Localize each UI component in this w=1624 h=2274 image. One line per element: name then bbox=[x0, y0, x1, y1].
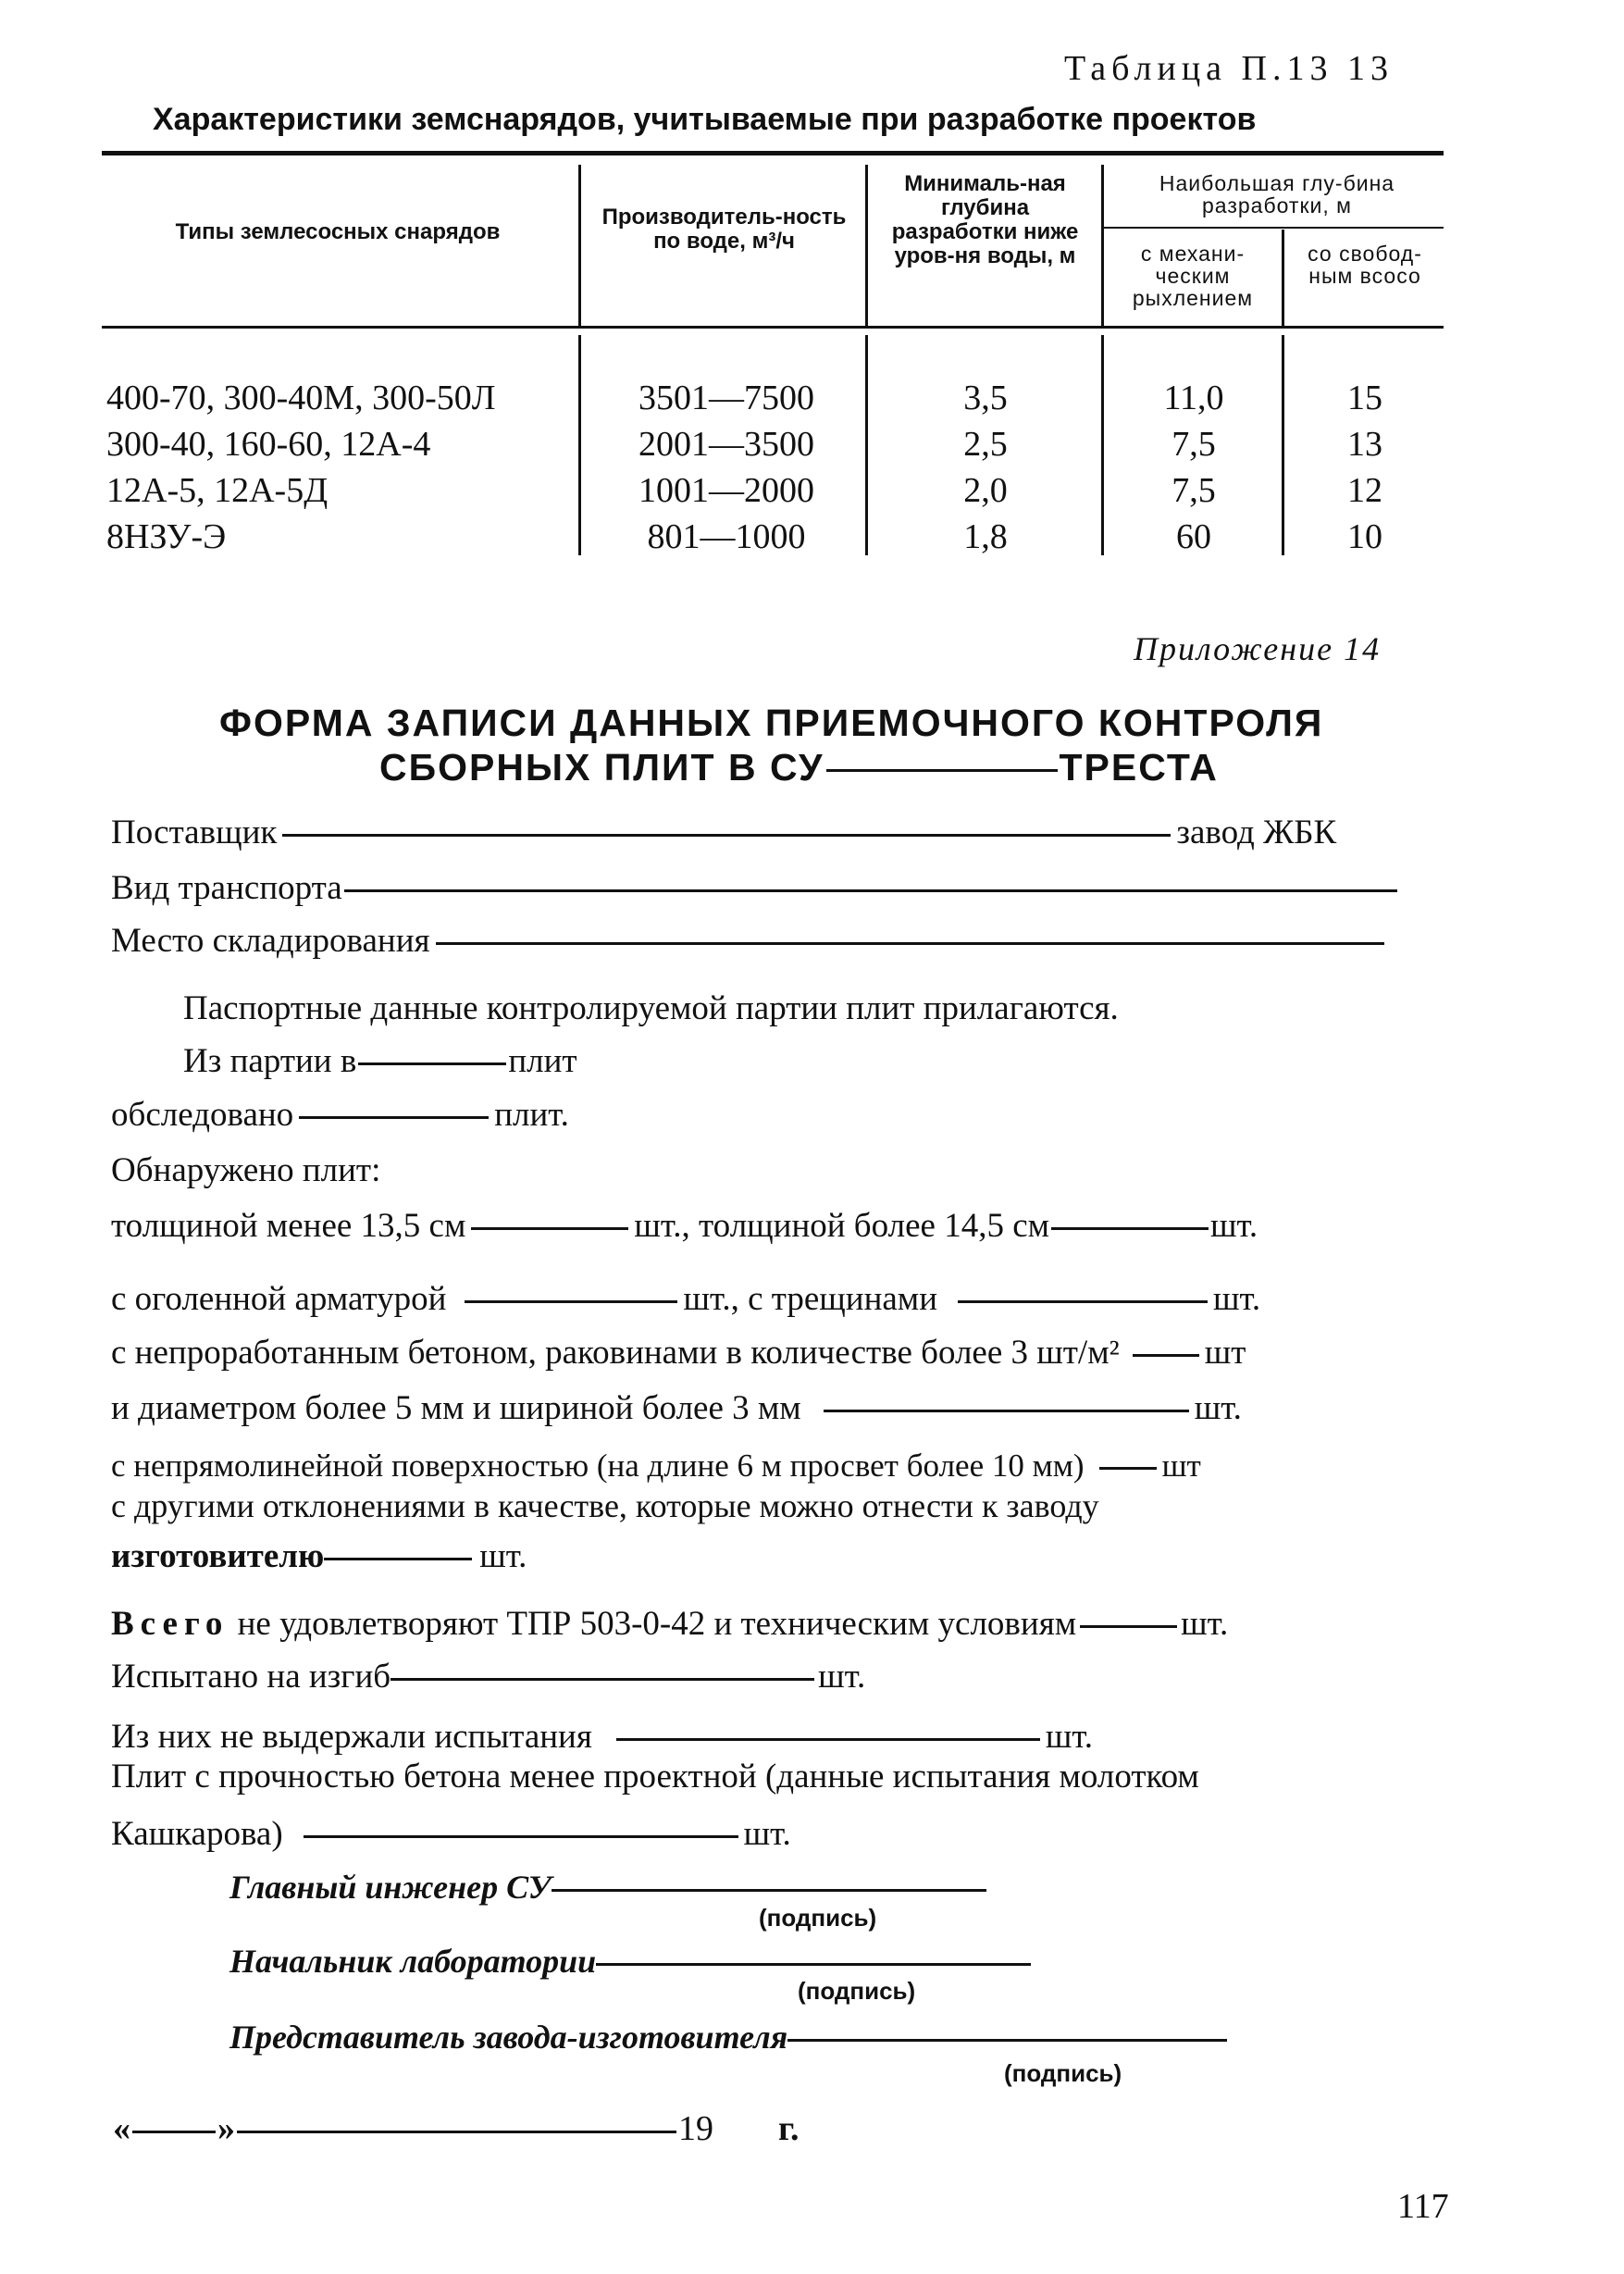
other-deviations: с другими отклонениями в качестве, которые можно отнести к заводу bbox=[111, 1487, 1099, 1524]
total-blank[interactable] bbox=[1080, 1625, 1177, 1628]
thickness-less-blank[interactable] bbox=[471, 1227, 628, 1230]
examined-row bbox=[111, 1095, 569, 1135]
kashkarov-unit: шт. bbox=[743, 1815, 791, 1853]
table-row-1-mech: 11,0 bbox=[1163, 379, 1224, 417]
kashkarov-row bbox=[111, 1814, 791, 1854]
rebar-row bbox=[111, 1279, 1260, 1319]
table-row-4-types: 8НЗУ-Э bbox=[106, 517, 227, 556]
table-row-3-free: 12 bbox=[1347, 471, 1382, 510]
failed-row bbox=[111, 1717, 1093, 1757]
rebar-blank[interactable] bbox=[465, 1300, 677, 1303]
maker-unit: шт. bbox=[479, 1537, 527, 1575]
supplier-row bbox=[111, 813, 1444, 852]
table-vline-3 bbox=[1101, 165, 1104, 326]
lab-head-row bbox=[229, 1942, 1031, 1981]
date-year-suffix: г. bbox=[778, 2109, 800, 2148]
table-body-vline-4 bbox=[1282, 335, 1284, 555]
batch-blank[interactable] bbox=[358, 1062, 506, 1065]
table-title: Характеристики земснарядов, учитываемые при разработке проектов bbox=[153, 102, 1257, 137]
date-row bbox=[113, 2108, 799, 2149]
representative-label: Представитель завода-изготовителя bbox=[229, 2019, 788, 2056]
table-vline-4 bbox=[1282, 230, 1284, 326]
header-min-depth: Минималь-ная глубина разработки ниже уров-ня воды, м bbox=[891, 171, 1079, 268]
examined-blank[interactable] bbox=[299, 1116, 489, 1119]
table-body-vline-3 bbox=[1101, 335, 1104, 555]
concrete-row bbox=[111, 1333, 1246, 1373]
concrete-label: с непроработанным бетоном, раковинами в количестве более 3 шт/м² bbox=[111, 1334, 1120, 1372]
thickness-label: толщиной менее 13,5 см bbox=[111, 1207, 466, 1245]
rebar-label: с оголенной арматурой bbox=[111, 1280, 447, 1318]
transport-blank[interactable] bbox=[344, 889, 1397, 892]
table-row-4-free: 10 bbox=[1347, 517, 1382, 556]
table-body-vline-2 bbox=[865, 335, 868, 555]
chief-engineer-sign-caption: (подпись) bbox=[759, 1904, 877, 1932]
table-row-1-types: 400-70, 300-40М, 300-50Л bbox=[106, 379, 496, 417]
bend-row bbox=[111, 1657, 865, 1696]
header-free-suction: со свобод-ным всосо bbox=[1308, 242, 1422, 288]
supplier-blank[interactable] bbox=[282, 834, 1171, 837]
maker-blank[interactable] bbox=[324, 1558, 472, 1560]
storage-label: Место складирования bbox=[111, 922, 430, 960]
diameter-label: и диаметром более 5 мм и шириной более 3 мм bbox=[111, 1389, 801, 1427]
concrete-unit: шт bbox=[1204, 1334, 1246, 1372]
kashkarov-blank[interactable] bbox=[304, 1835, 738, 1838]
appendix-label: Приложение 14 bbox=[1134, 630, 1382, 667]
strength-text: Плит с прочностью бетона менее проектной (данные испытания молотком bbox=[111, 1758, 1199, 1796]
surface-unit: шт bbox=[1161, 1448, 1201, 1484]
representative-signature-line[interactable] bbox=[787, 2039, 1227, 2042]
total-unit: шт. bbox=[1181, 1605, 1229, 1643]
bend-label: Испытано на изгиб bbox=[111, 1658, 391, 1696]
total-row bbox=[111, 1604, 1228, 1644]
date-close-quote: » bbox=[217, 2109, 235, 2148]
table-header-rule bbox=[102, 326, 1444, 329]
date-month-blank[interactable] bbox=[237, 2131, 676, 2133]
supplier-label: Поставщик bbox=[111, 814, 278, 851]
table-row-3-min-depth: 2,0 bbox=[963, 471, 1008, 510]
diameter-blank[interactable] bbox=[824, 1410, 1189, 1412]
batch-unit: плит bbox=[508, 1042, 577, 1080]
table-vline-2 bbox=[865, 165, 868, 326]
table-vline-1 bbox=[578, 165, 581, 326]
date-year-prefix: 19 bbox=[678, 2109, 713, 2148]
lab-head-label: Начальник лаборатории bbox=[229, 1943, 597, 1980]
lab-head-signature-line[interactable] bbox=[596, 1963, 1031, 1966]
table-row-3-types: 12А-5, 12А-5Д bbox=[106, 471, 329, 510]
page-number: 117 bbox=[1397, 2187, 1449, 2226]
thickness-more-blank[interactable] bbox=[1051, 1227, 1209, 1230]
header-capacity: Производитель-ность по воде, м³/ч bbox=[601, 205, 847, 254]
table-row-4-capacity: 801—1000 bbox=[647, 517, 806, 556]
surface-label: с непрямолинейной поверхностью (на длине 6 м просвет более 10 мм) bbox=[111, 1448, 1085, 1484]
maker-row bbox=[111, 1536, 527, 1576]
table-row-2-free: 13 bbox=[1347, 425, 1382, 464]
header-types: Типы землесосных снарядов bbox=[175, 219, 501, 244]
failed-blank[interactable] bbox=[616, 1738, 1040, 1741]
table-row-1-min-depth: 3,5 bbox=[963, 379, 1008, 417]
form-title-line2-part2: ТРЕСТА bbox=[1059, 746, 1219, 789]
form-title-line2 bbox=[379, 746, 1219, 789]
table-row-3-mech: 7,5 bbox=[1172, 471, 1216, 510]
table-body-vline-1 bbox=[578, 335, 581, 555]
bend-blank[interactable] bbox=[391, 1678, 814, 1681]
total-label: не удовлетворяют ТПР 503-0-42 и техническим условиям bbox=[237, 1605, 1077, 1643]
found-text: Обнаружено плит: bbox=[111, 1151, 381, 1189]
table-row-3-capacity: 1001—2000 bbox=[638, 471, 814, 510]
thickness-row bbox=[111, 1206, 1258, 1246]
failed-unit: шт. bbox=[1045, 1718, 1094, 1756]
representative-row bbox=[229, 2018, 1227, 2057]
maker-label: изготовителю bbox=[111, 1537, 325, 1575]
failed-label: Из них не выдержали испытания bbox=[111, 1718, 592, 1756]
header-mechanical: с механи-ческим рыхлением bbox=[1132, 242, 1254, 310]
storage-blank[interactable] bbox=[436, 942, 1384, 945]
batch-label: Из партии в bbox=[183, 1042, 357, 1080]
diameter-row bbox=[111, 1388, 1242, 1428]
chief-engineer-signature-line[interactable] bbox=[552, 1889, 986, 1892]
concrete-blank[interactable] bbox=[1133, 1354, 1199, 1357]
table-row-2-mech: 7,5 bbox=[1172, 425, 1216, 464]
table-row-2-capacity: 2001—3500 bbox=[638, 425, 814, 464]
examined-unit: плит. bbox=[494, 1096, 569, 1134]
examined-label: обследовано bbox=[111, 1096, 294, 1134]
batch-row bbox=[183, 1041, 577, 1081]
cracks-unit: шт. bbox=[1213, 1280, 1261, 1318]
surface-row bbox=[111, 1448, 1201, 1485]
table-row-1-capacity: 3501—7500 bbox=[638, 379, 814, 417]
cracks-blank[interactable] bbox=[958, 1300, 1208, 1303]
representative-sign-caption: (подпись) bbox=[1004, 2059, 1122, 2087]
chief-engineer-row bbox=[229, 1868, 986, 1907]
lab-head-sign-caption: (подпись) bbox=[798, 1977, 916, 2005]
date-day-blank[interactable] bbox=[132, 2131, 216, 2133]
table-row-4-min-depth: 1,8 bbox=[963, 517, 1008, 556]
trust-name-blank bbox=[826, 769, 1058, 772]
table-row-2-types: 300-40, 160-60, 12А-4 bbox=[106, 425, 431, 464]
thickness-more-label: шт., толщиной более 14,5 см bbox=[634, 1207, 1050, 1245]
bend-unit: шт. bbox=[818, 1658, 866, 1696]
table-row-4-mech: 60 bbox=[1176, 517, 1211, 556]
thickness-unit: шт. bbox=[1210, 1207, 1258, 1245]
table-row-1-free: 15 bbox=[1347, 379, 1382, 417]
table-row-2-min-depth: 2,5 bbox=[963, 425, 1008, 464]
table-reference: Таблица П.13 13 bbox=[1064, 49, 1394, 88]
diameter-unit: шт. bbox=[1194, 1389, 1242, 1427]
storage-row bbox=[111, 921, 1390, 961]
transport-label: Вид транспорта bbox=[111, 869, 342, 907]
supplier-value: завод ЖБК bbox=[1176, 814, 1337, 851]
cracks-label: шт., с трещинами bbox=[683, 1280, 938, 1318]
form-title-line1: ФОРМА ЗАПИСИ ДАННЫХ ПРИЕМОЧНОГО КОНТРОЛЯ bbox=[219, 702, 1324, 744]
transport-row bbox=[111, 868, 1403, 908]
chief-engineer-label: Главный инженер СУ bbox=[229, 1869, 552, 1906]
date-open-quote: « bbox=[113, 2109, 130, 2148]
table-subheader-rule bbox=[1101, 227, 1444, 229]
total-word: Всего bbox=[111, 1605, 229, 1643]
form-title-line2-part1: СБОРНЫХ ПЛИТ В СУ bbox=[379, 746, 824, 789]
header-max-depth-group: Наибольшая глу-бина разработки, м bbox=[1159, 171, 1395, 217]
surface-blank[interactable] bbox=[1099, 1467, 1157, 1470]
passport-text: Паспортные данные контролируемой партии плит прилагаются. bbox=[183, 989, 1119, 1027]
kashkarov-label: Кашкарова) bbox=[111, 1815, 283, 1853]
table-top-rule bbox=[102, 151, 1444, 155]
